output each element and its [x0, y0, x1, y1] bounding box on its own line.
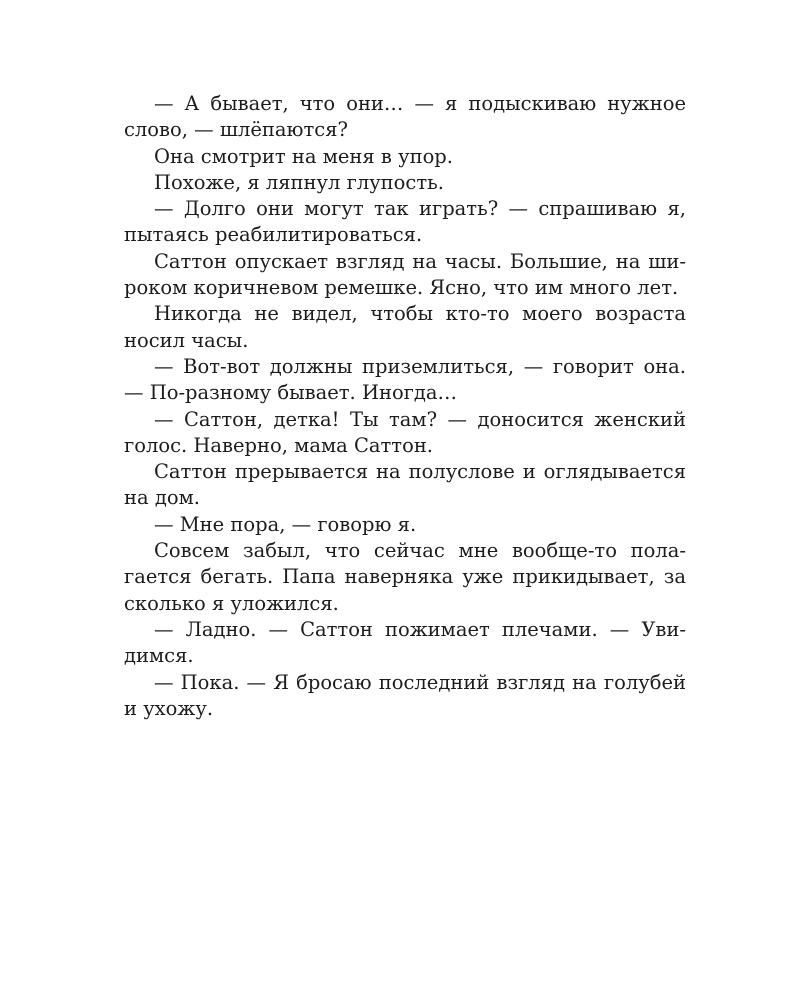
paragraph-1: — А бывает, что они… — я подыскиваю нужное слово, — шлёпаются?	[124, 92, 686, 142]
paragraph-5: Саттон опускает взгляд на часы. Большие, на широком коричневом ремешке. Ясно, что им много лет.	[124, 249, 686, 300]
paragraph-12: — Ладно. — Саттон пожимает плечами. — Увидимся.	[124, 617, 686, 668]
paragraph-7: — Вот-вот должны приземлиться, — говорит она. — По-разному бывает. Иногда…	[124, 354, 686, 405]
paragraph-9: Саттон прерывается на полуслове и оглядывается на дом.	[124, 460, 686, 510]
paragraph-4: — Долго они могут так играть? — спрашиваю я, пытаясь реабилитироваться.	[124, 197, 686, 247]
paragraph-2: Она смотрит на меня в упор.	[154, 144, 453, 168]
paragraph-10: — Мне пора, — говорю я.	[154, 512, 417, 536]
paragraph-8: — Саттон, детка! Ты там? — доносится женский голос. Наверно, мама Саттон.	[124, 407, 686, 457]
paragraph-3: Похоже, я ляпнул глупость.	[154, 170, 444, 194]
paragraph-13: — Пока. — Я бросаю последний взгляд на голубей и ухожу.	[124, 670, 686, 720]
paragraph-6: Никогда не видел, чтобы кто-то моего возраста носил часы.	[124, 302, 686, 352]
page-text	[124, 91, 686, 722]
paragraph-11: Совсем забыл, что сейчас мне вообще-то полагается бегать. Папа наверняка уже прикидывает, за сколько я уложился.	[124, 539, 686, 615]
